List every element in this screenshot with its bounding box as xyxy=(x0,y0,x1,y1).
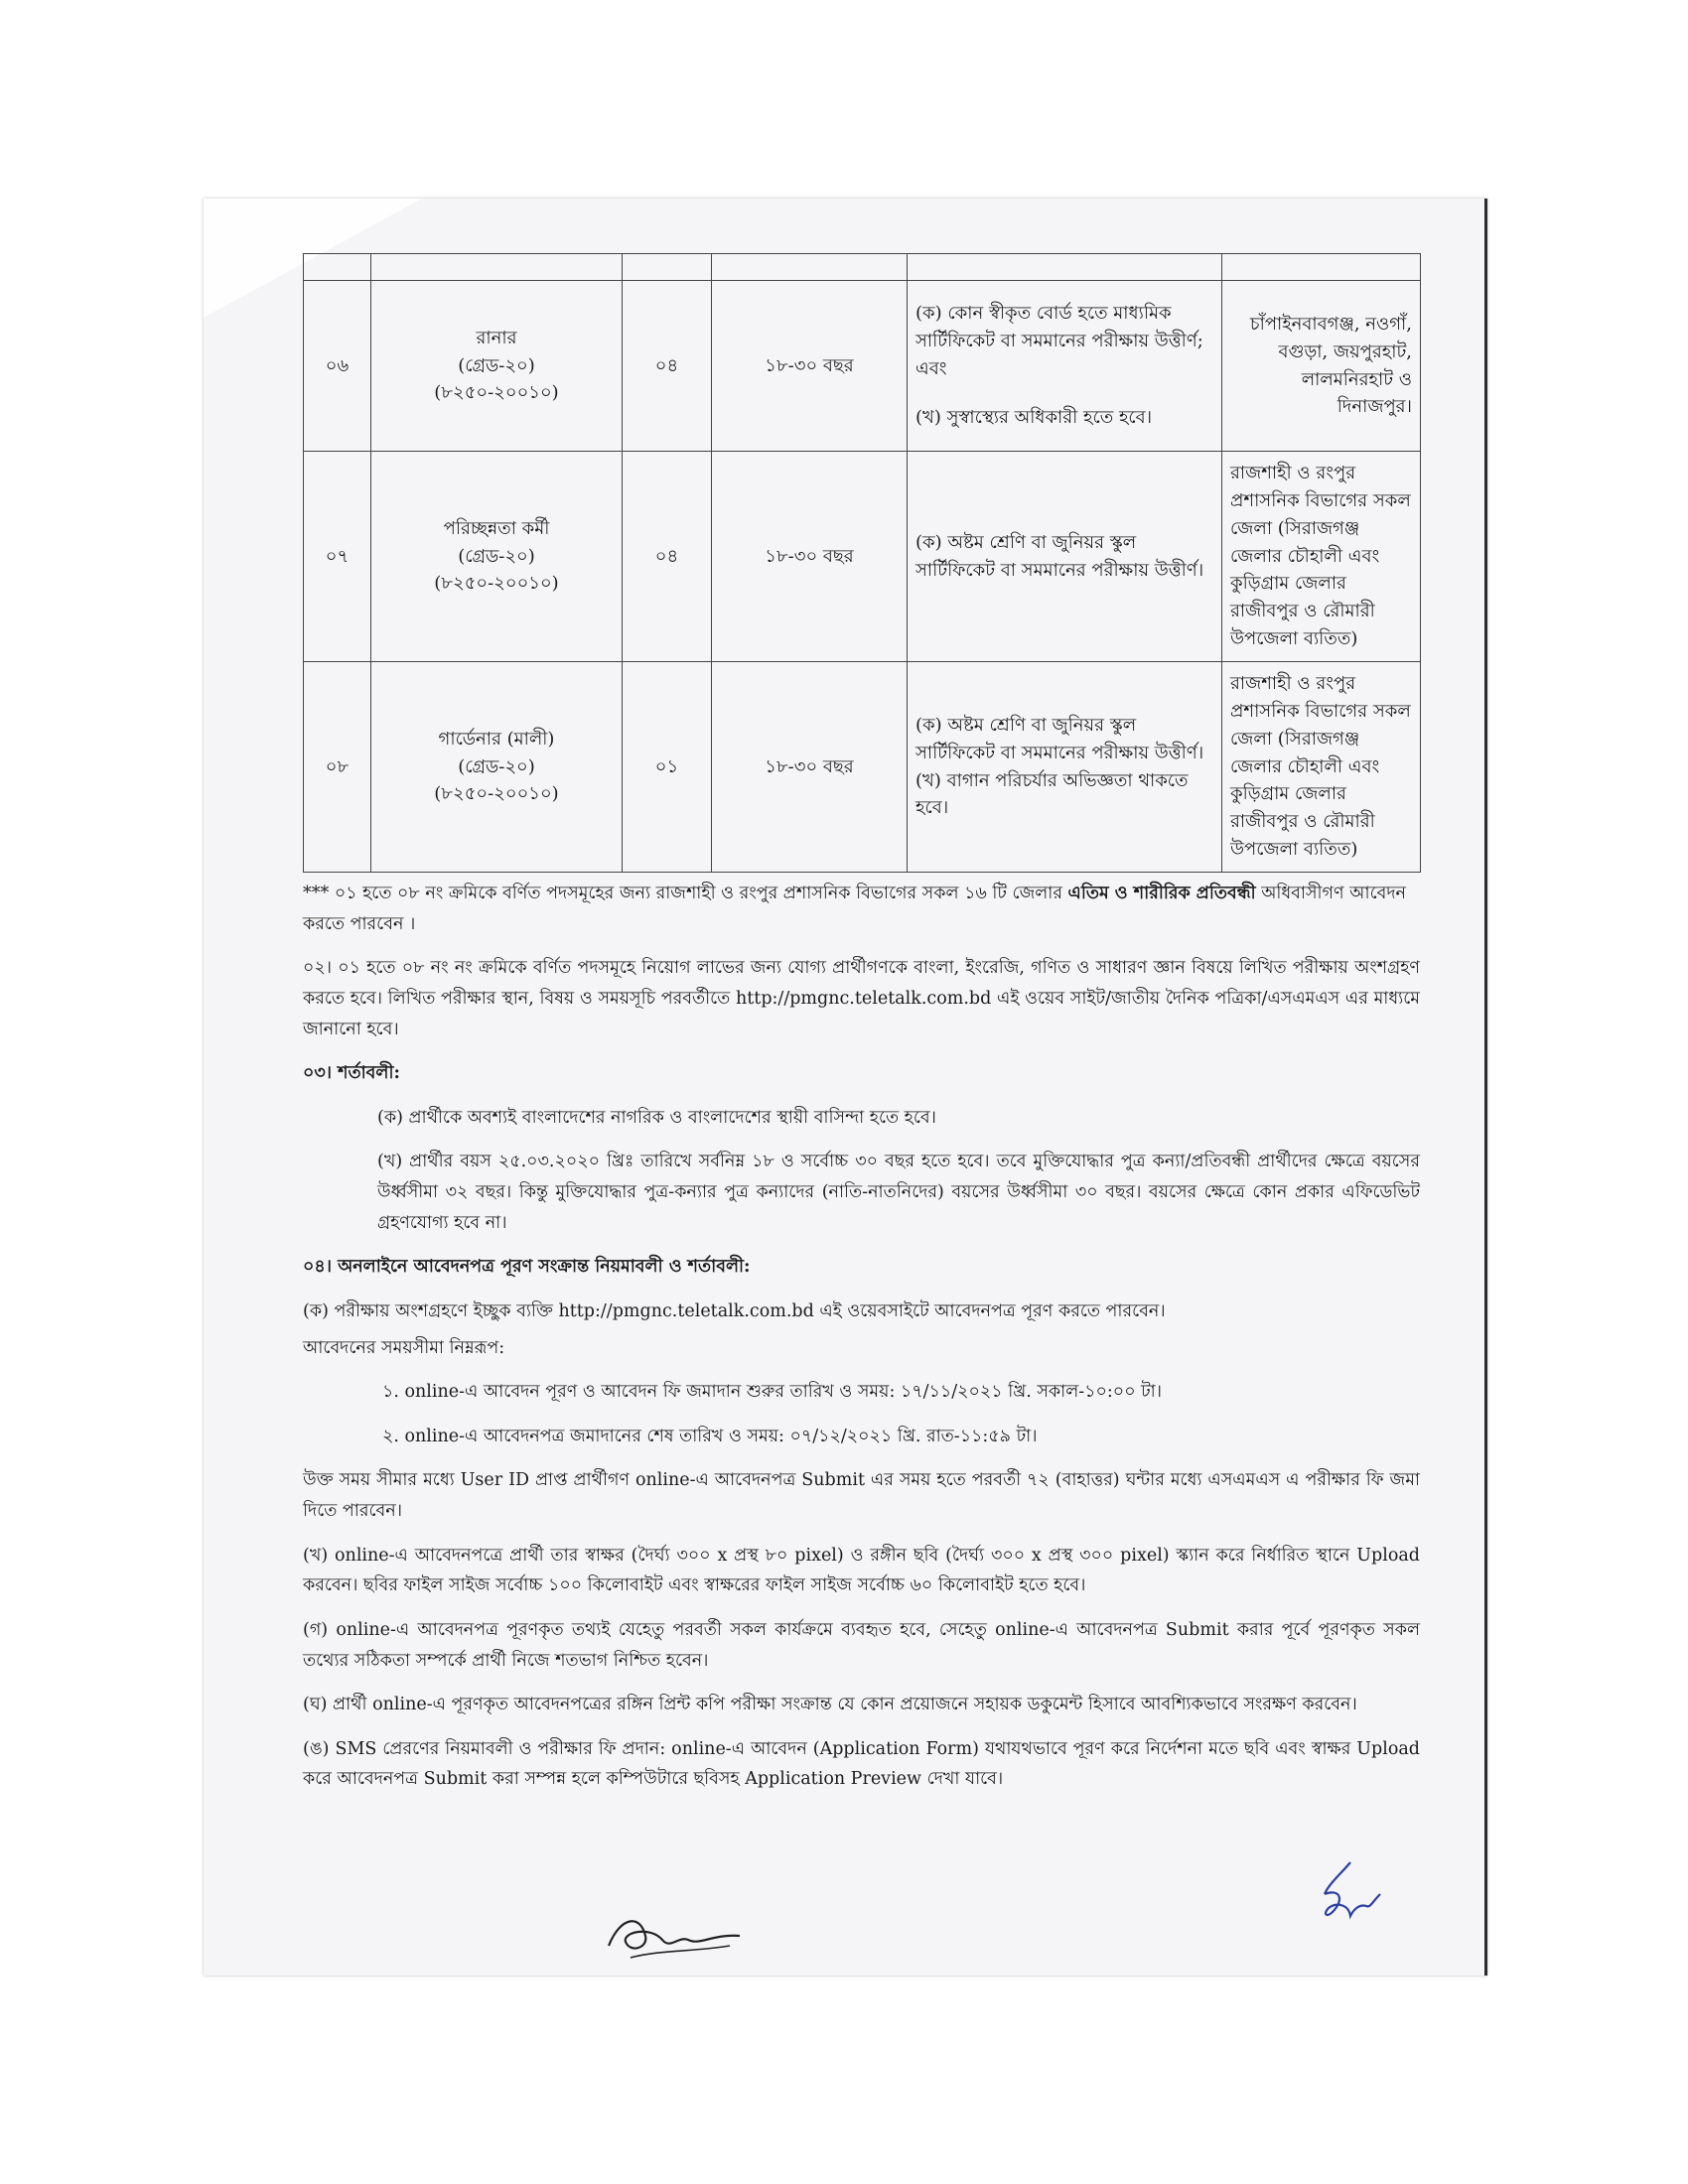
qualification-cell: (ক) অষ্টম শ্রেণি বা জুনিয়র স্কুল সার্টিফিকেট বা সমমানের পরীক্ষায় উত্তীর্ণ। (খ) বাগান পরিচর্যার অভিজ্ঞতা থাকতে হবে। xyxy=(908,662,1222,873)
post-cell: পরিচ্ছন্নতা কর্মী (গ্রেড-২০) (৮২৫০-২০০১০) xyxy=(371,452,623,662)
document-body xyxy=(303,253,1420,1795)
condition-kha: (খ) প্রার্থীর বয়স ২৫.০৩.২০২০ খ্রিঃ তারিখে সর্বনিম্ন ১৮ ও সর্বোচ্চ ৩০ বছর হতে হবে। তবে মুক্তিযোদ্ধার পুত্র কন্যা/প্রতিবন্ধী প্রার্থীদের ক্ষেত্রে বয়সের উর্ধ্বসীমা ৩২ বছর। কিন্তু মুক্তিযোদ্ধার পুত্র-কন্যার পুত্র কন্যাদের (নাতি-নাতনিদের) বয়সের উর্ধ্বসীমা ৩০ বছর। বয়সের ক্ষেত্রে কোন প্রকার এফিডেভিট গ্রহণযোগ্য হবে না। xyxy=(377,1152,1420,1233)
table-row xyxy=(304,281,1421,452)
serial-cell: ০৭ xyxy=(304,452,371,662)
post-cell: রানার (গ্রেড-২০) (৮২৫০-২০০১০) xyxy=(371,281,623,452)
age-cell: ১৮-৩০ বছর xyxy=(712,662,908,873)
serial-cell: ০৮ xyxy=(304,662,371,873)
section-02-written-exam: ০২। ০১ হতে ০৮ নং নং ক্রমিকে বর্ণিত পদসমূহে নিয়োগ লাভের জন্য যোগ্য প্রার্থীগণকে বাংলা, ইংরেজি, গণিত ও সাধারণ জ্ঞান বিষয়ে লিখিত পরীক্ষায় অংশগ্রহণ করতে হবে। লিখিত পরীক্ষার স্থান, বিষয় ও সময়সূচি পরবর্তীতে http://pmgnc.teletalk.com.bd এই ওয়েব সাইট/জাতীয় দৈনিক পত্রিকা/এসএমএস এর মাধ্যমে জানানো হবে। xyxy=(303,958,1420,1039)
section-04-heading: ০৪। অনলাইনে আবেদনপত্র পূরণ সংক্রান্ত নিয়মাবলী ও শর্তাবলী: xyxy=(303,1257,751,1278)
posts-table xyxy=(303,253,1421,873)
rule-ka: (ক) পরীক্ষায় অংশগ্রহণে ইচ্ছুক ব্যক্তি http://pmgnc.teletalk.com.bd এই ওয়েবসাইটে আবেদনপত্র পূরণ করতে পারবেন। xyxy=(303,1300,1166,1321)
age-cell: ১৮-৩০ বছর xyxy=(712,452,908,662)
count-cell: ০৪ xyxy=(623,452,712,662)
count-cell: ০১ xyxy=(623,662,712,873)
deadline-start: ১. online-এ আবেদন পূরণ ও আবেদন ফি জমাদান শুরুর তারিখ ও সময়: ১৭/১১/২০২১ খ্রি. সকাল-১০:০০ টা। xyxy=(382,1382,1162,1403)
special-note: *** ০১ হতে ০৮ নং ক্রমিকে বর্ণিত পদসমূহের জন্য রাজশাহী ও রংপুর প্রশাসনিক বিভাগের সকল ১৬ টি জেলার এতিম ও শারীরিক প্রতিবন্ধী অধিবাসীগণ আবেদন করতে পারবেন । xyxy=(303,884,1406,934)
deadline-end: ২. online-এ আবেদনপত্র জমাদানের শেষ তারিখ ও সময়: ০৭/১২/২০২১ খ্রি. রাত-১১:৫৯ টা। xyxy=(382,1426,1038,1446)
district-cell: রাজশাহী ও রংপুর প্রশাসনিক বিভাগের সকল জেলা (সিরাজগঞ্জ জেলার চৌহালী এবং কুড়িগ্রাম জেলার রাজীবপুর ও রৌমারী উপজেলা ব্যতিত) xyxy=(1222,452,1421,662)
signature-black-image xyxy=(601,1906,750,1971)
rule-umo: (ঙ) SMS প্রেরণের নিয়মাবলী ও পরীক্ষার ফি প্রদান: online-এ আবেদন (Application Form) যথাযথভাবে পূরণ করে নির্দেশনা মতে ছবি এবং স্বাক্ষর Upload করে আবেদনপত্র Submit করা সম্পন্ন হলে কম্পিউটারে ছবিসহ Application Preview দেখা যাবে। xyxy=(303,1738,1420,1790)
age-cell: ১৮-৩০ বছর xyxy=(712,281,908,452)
signature-blue-image xyxy=(1311,1854,1390,1934)
rule-ga: (গ) online-এ আবেদনপত্র পূরণকৃত তথ্যই যেহেতু পরবর্তী সকল কার্যক্রমে ব্যবহৃত হবে, সেহেতু online-এ আবেদনপত্র Submit করার পূর্বে পূরণকৃত সকল তথ্যের সঠিকতা সম্পর্কে প্রার্থী নিজে শতভাগ নিশ্চিত হবেন। xyxy=(303,1619,1420,1671)
fee-rule: উক্ত সময় সীমার মধ্যে User ID প্রাপ্ত প্রার্থীগণ online-এ আবেদনপত্র Submit এর সময় হতে পরবর্তী ৭২ (বাহাত্তর) ঘন্টার মধ্যে এসএমএস এ পরীক্ষার ফি জমা দিতে পারবেন। xyxy=(303,1470,1420,1521)
serial-cell: ০৬ xyxy=(304,281,371,452)
rule-kha: (খ) online-এ আবেদনপত্রে প্রার্থী তার স্বাক্ষর (দৈর্ঘ্য ৩০০ x প্রস্থ ৮০ pixel) ও রঙ্গীন ছবি (দৈর্ঘ্য ৩০০ x প্রস্থ ৩০০ pixel) স্ক্যান করে নির্ধারিত স্থানে Upload করবেন। ছবির ফাইল সাইজ সর্বোচ্চ ১০০ কিলোবাইট এবং স্বাক্ষরের ফাইল সাইজ সর্বোচ্চ ৬০ কিলোবাইট হতে হবে। xyxy=(303,1545,1420,1596)
district-cell: চাঁপাইনবাবগঞ্জ, নওগাঁ, বগুড়া, জয়পুরহাট, লালমনিরহাট ও দিনাজপুর। xyxy=(1222,281,1421,452)
section-03-heading: ০৩। শর্তাবলী: xyxy=(303,1063,400,1084)
qualification-cell: (ক) কোন স্বীকৃত বোর্ড হতে মাধ্যমিক সার্টিফিকেট বা সমমানের পরীক্ষায় উত্তীর্ণ; এবং (খ) সুস্বাস্থ্যের অধিকারী হতে হবে। xyxy=(908,281,1222,452)
district-cell: রাজশাহী ও রংপুর প্রশাসনিক বিভাগের সকল জেলা (সিরাজগঞ্জ জেলার চৌহালী এবং কুড়িগ্রাম জেলার রাজীবপুর ও রৌমারী উপজেলা ব্যতিত) xyxy=(1222,662,1421,873)
table-row xyxy=(304,452,1421,662)
rule-gha: (ঘ) প্রার্থী online-এ পূরণকৃত আবেদনপত্রের রঙ্গিন প্রিন্ট কপি পরীক্ষা সংক্রান্ত যে কোন প্রয়োজনে সহায়ক ডকুমেন্ট হিসাবে আবশ্যিকভাবে সংরক্ষণ করবেন। xyxy=(303,1695,1357,1715)
deadline-intro: আবেদনের সময়সীমা নিম্নরূপ: xyxy=(303,1337,505,1358)
qualification-cell: (ক) অষ্টম শ্রেণি বা জুনিয়র স্কুল সার্টিফিকেট বা সমমানের পরীক্ষায় উত্তীর্ণ। xyxy=(908,452,1222,662)
condition-ka: (ক) প্রার্থীকে অবশ্যই বাংলাদেশের নাগরিক ও বাংলাদেশের স্থায়ী বাসিন্দা হতে হবে। xyxy=(377,1107,936,1128)
table-header-stub xyxy=(304,254,1421,281)
post-cell: গার্ডেনার (মালী) (গ্রেড-২০) (৮২৫০-২০০১০) xyxy=(371,662,623,873)
table-row xyxy=(304,662,1421,873)
count-cell: ০৪ xyxy=(623,281,712,452)
